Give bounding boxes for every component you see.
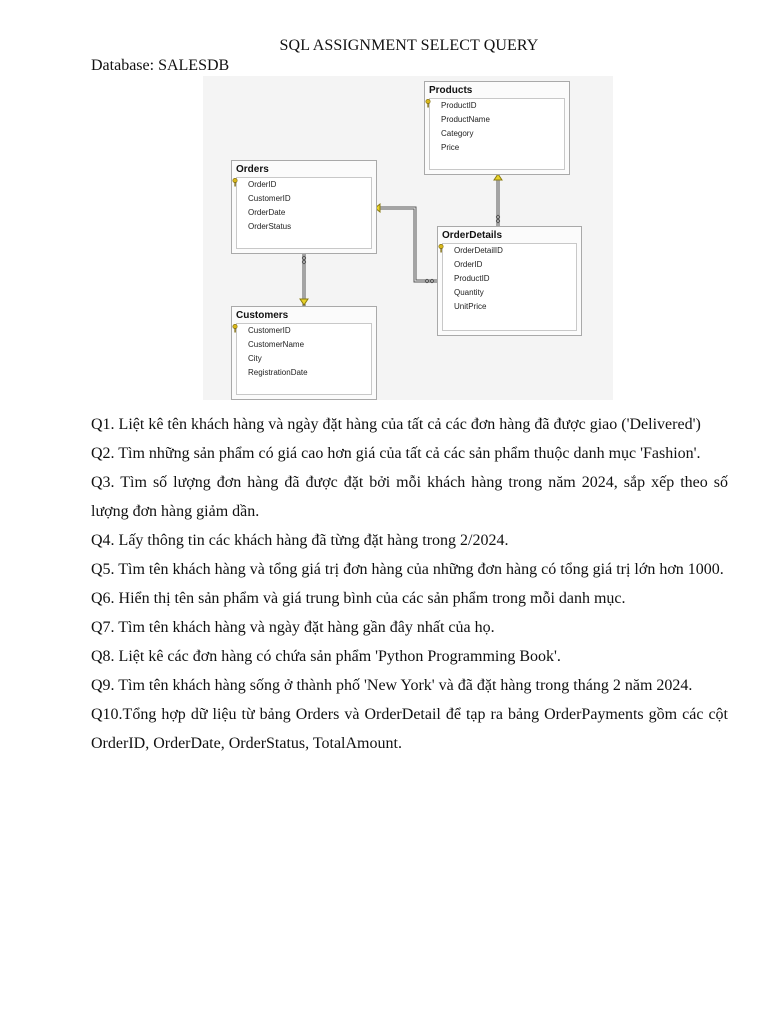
table-customers: Customers CustomerID CustomerName City RegistrationDate [231, 306, 377, 400]
question-3: Q3. Tìm số lượng đơn hàng đã được đặt bởi mỗi khách hàng trong năm 2024, sắp xếp theo số lượng đơn hàng giảm dần. [91, 474, 728, 520]
question-6: Q6. Hiển thị tên sản phẩm và giá trung bình của các sản phẩm trong mỗi danh mục. [91, 590, 626, 607]
question-list [91, 410, 728, 758]
table-title: OrderDetails [442, 230, 503, 241]
primary-key-icon [425, 99, 431, 108]
question-8: Q8. Liệt kê các đơn hàng có chứa sản phẩm 'Python Programming Book'. [91, 648, 561, 665]
table-title: Customers [236, 310, 289, 321]
database-diagram [203, 76, 613, 400]
relationship-orders-customers [300, 254, 308, 306]
table-title: Orders [236, 164, 269, 175]
table-orderdetails: OrderDetails OrderDetailID OrderID ProductID Quantity UnitPrice [437, 226, 582, 336]
primary-key-icon [438, 244, 444, 253]
question-1: Q1. Liệt kê tên khách hàng và ngày đặt hàng của tất cả các đơn hàng đã được giao ('Delivered') [91, 416, 701, 433]
document-title: SQL ASSIGNMENT SELECT QUERY [279, 37, 539, 54]
primary-key-icon [232, 178, 238, 187]
question-2: Q2. Tìm những sản phẩm có giá cao hơn giá của tất cả các sản phẩm thuộc danh mục 'Fashion'. [91, 445, 701, 462]
question-4: Q4. Lấy thông tin các khách hàng đã từng đặt hàng trong 2/2024. [91, 532, 509, 549]
relationship-orderdetails-orders [375, 204, 437, 283]
database-label: Database: SALESDB [91, 57, 230, 74]
relationship-orderdetails-products [494, 174, 502, 226]
table-products: Products ProductID ProductName Category Price [424, 81, 570, 175]
primary-key-icon [232, 324, 238, 333]
table-title: Products [429, 85, 473, 96]
question-5: Q5. Tìm tên khách hàng và tổng giá trị đơn hàng của những đơn hàng có tổng giá trị lớn hơn 1000. [91, 561, 724, 578]
question-7: Q7. Tìm tên khách hàng và ngày đặt hàng gần đây nhất của họ. [91, 619, 495, 636]
question-10: Q10.Tổng hợp dữ liệu từ bảng Orders và OrderDetail để tạp ra bảng OrderPayments gồm các cột OrderID, OrderDate, OrderStatus, TotalAmount. [91, 706, 728, 752]
table-orders: Orders OrderID CustomerID OrderDate OrderStatus [231, 160, 377, 254]
question-9: Q9. Tìm tên khách hàng sống ở thành phố 'New York' và đã đặt hàng trong tháng 2 năm 2024. [91, 677, 693, 694]
